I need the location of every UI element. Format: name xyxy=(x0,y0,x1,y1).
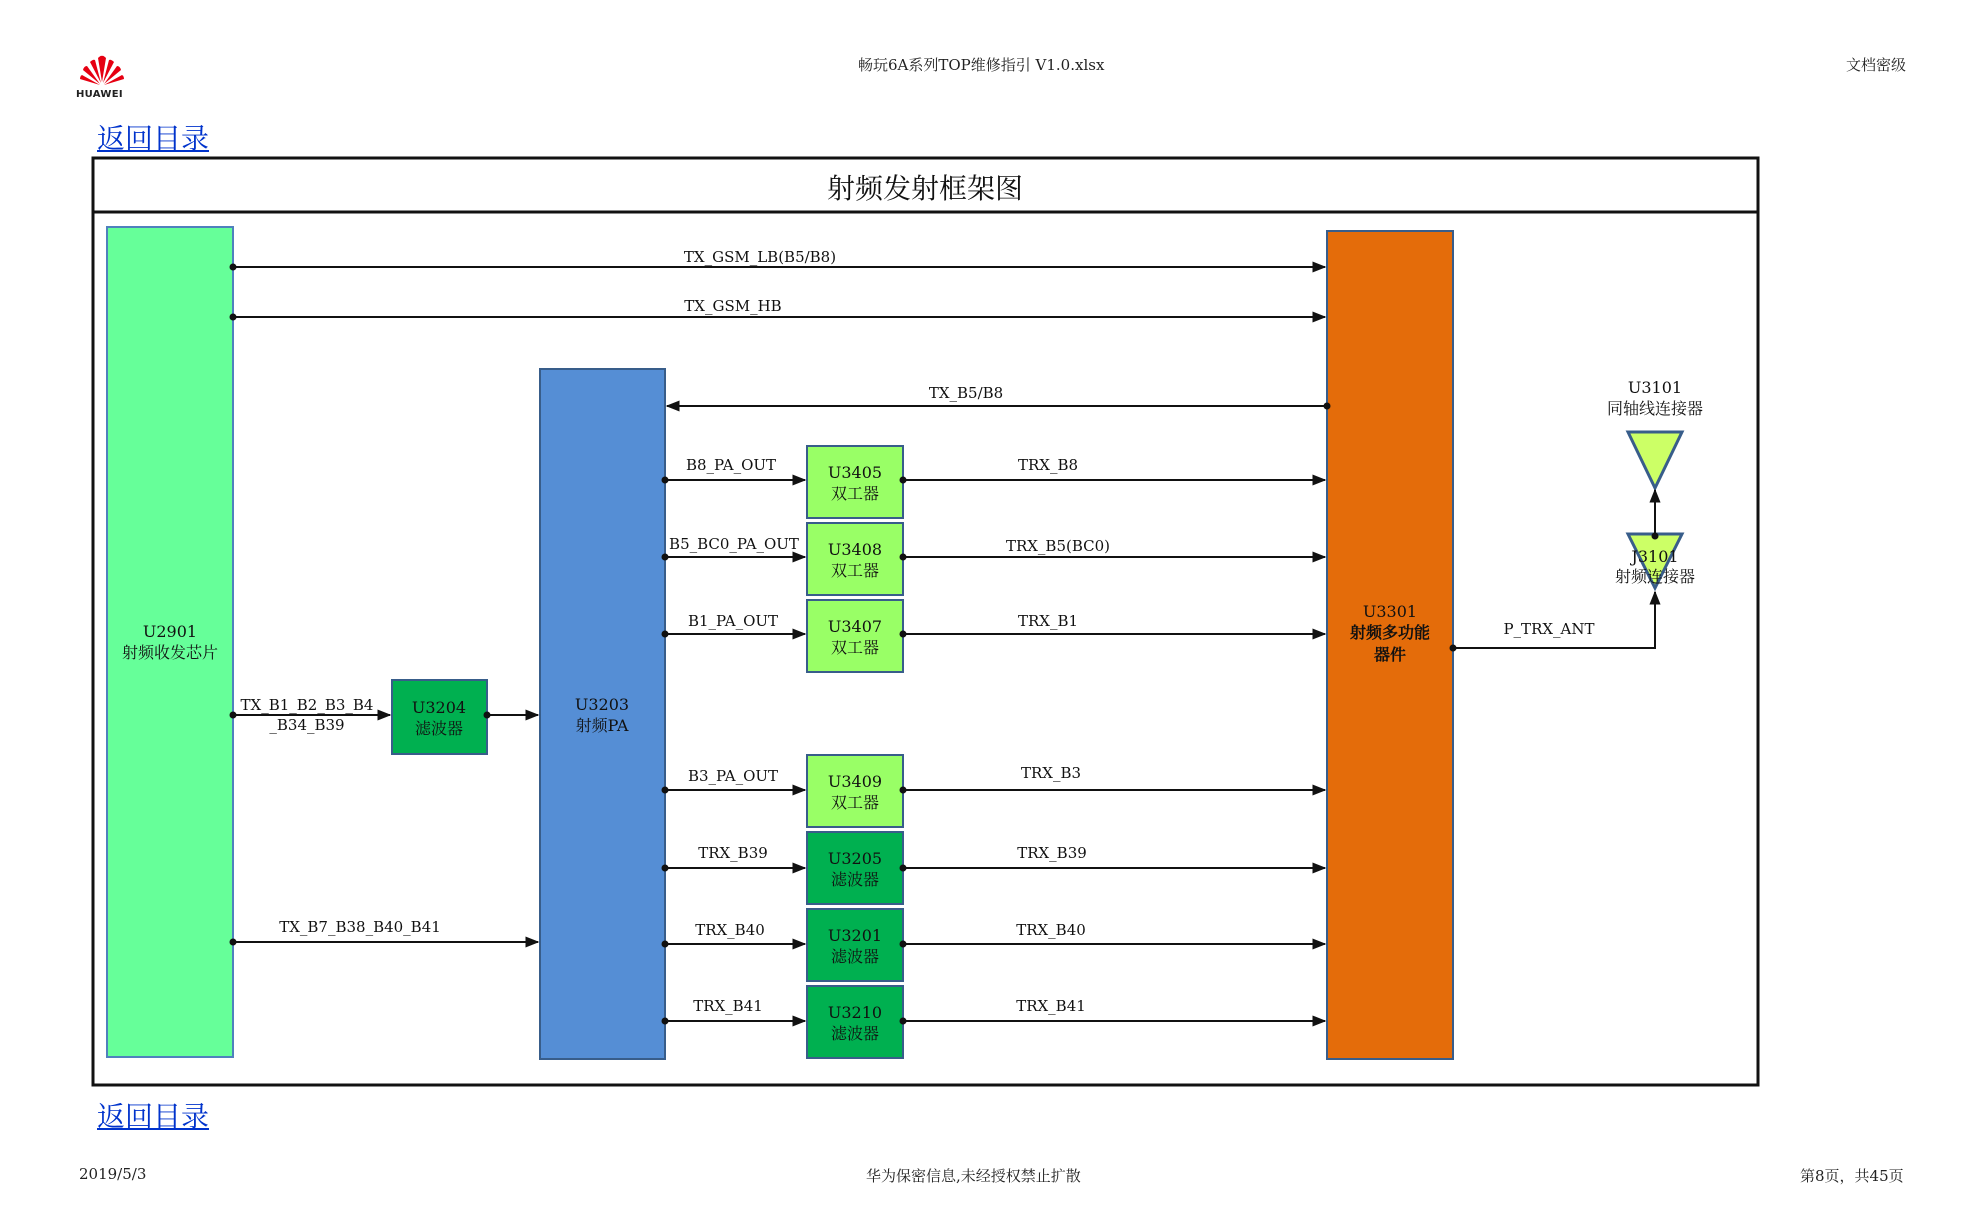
filter-u3204-id: U3204 xyxy=(411,698,467,717)
wire-trx-b3-dot xyxy=(900,787,907,794)
signal-trx-b5: TRX_B5(BC0) xyxy=(1005,537,1111,555)
wire-trx-b5-dot xyxy=(900,554,907,561)
pa-id: U3203 xyxy=(574,695,630,714)
coax-connector-name: 同轴线连接器 xyxy=(1606,399,1704,418)
filter-u3205-name: 滤波器 xyxy=(830,870,880,889)
duplexer-u3405-name: 双工器 xyxy=(830,484,880,503)
signal-tx-b5-b8: TX_B5/B8 xyxy=(928,384,1004,402)
signal-b1-pa-out: B1_PA_OUT xyxy=(687,612,779,630)
duplexer-u3407[interactable] xyxy=(807,600,903,672)
back-to-contents-link-top[interactable]: 返回目录 xyxy=(97,122,210,155)
signal-trx-b1: TRX_B1 xyxy=(1017,612,1079,630)
signal-tx-b1-b2-line2: _B34_B39 xyxy=(269,716,345,734)
wire-pa-out-b8-dot xyxy=(662,477,669,484)
wire-trx-b1-dot xyxy=(900,631,907,638)
signal-b3-pa-out: B3_PA_OUT xyxy=(687,767,779,785)
wire-tx-b5-b8-dot xyxy=(1324,403,1331,410)
wire-trx-b39-dot xyxy=(900,865,907,872)
duplexer-u3408-name: 双工器 xyxy=(830,561,880,580)
duplexer-u3409-id: U3409 xyxy=(827,772,883,791)
signal-p-trx-ant: P_TRX_ANT xyxy=(1503,620,1595,638)
footer-page-number: 第8页，共45页 xyxy=(1800,1167,1904,1185)
brand-wordmark: HUAWEI xyxy=(76,89,123,100)
filter-u3210-id: U3210 xyxy=(827,1003,883,1022)
wire-pa-out-b40-dot xyxy=(662,941,669,948)
wire-tx-b1-b2-dot xyxy=(230,712,237,719)
wire-pa-out-b5-dot xyxy=(662,554,669,561)
signal-trx-b39-in: TRX_B39 xyxy=(698,844,768,862)
signal-tx-gsm-lb: TX_GSM_LB(B5/B8) xyxy=(683,248,837,266)
filter-u3204-name: 滤波器 xyxy=(414,719,464,738)
signal-tx-b1-b2-line1: TX_B1_B2_B3_B4 xyxy=(240,696,374,714)
wire-trx-b40-dot xyxy=(900,941,907,948)
back-to-contents-link-bottom[interactable]: 返回目录 xyxy=(97,1100,210,1133)
diagram-title: 射频发射框架图 xyxy=(826,172,1024,205)
duplexer-u3409-name: 双工器 xyxy=(830,793,880,812)
wire-tx-b7-b38-dot xyxy=(230,939,237,946)
signal-b8-pa-out: B8_PA_OUT xyxy=(685,456,777,474)
filter-u3210[interactable] xyxy=(807,986,903,1058)
wire-pa-out-b1-dot xyxy=(662,631,669,638)
duplexer-u3409[interactable] xyxy=(807,755,903,827)
footer-confidential-notice: 华为保密信息,未经授权禁止扩散 xyxy=(866,1167,1081,1185)
rf-connector-name: 射频连接器 xyxy=(1614,567,1696,586)
coax-connector-id: U3101 xyxy=(1627,378,1683,397)
transceiver-name: 射频收发芯片 xyxy=(121,643,219,662)
duplexer-u3407-name: 双工器 xyxy=(830,638,880,657)
wire-tx-gsm-hb-dot xyxy=(230,314,237,321)
duplexer-u3408[interactable] xyxy=(807,523,903,595)
signal-trx-b8: TRX_B8 xyxy=(1017,456,1079,474)
filter-u3201[interactable] xyxy=(807,909,903,981)
wire-u3204-to-pa-dot xyxy=(484,712,491,719)
classification-label: 文档密级 xyxy=(1846,56,1907,74)
wire-pa-out-b41-dot xyxy=(662,1018,669,1025)
filter-u3201-id: U3201 xyxy=(827,926,883,945)
rf-connector-id: J3101 xyxy=(1631,547,1679,566)
signal-tx-gsm-hb: TX_GSM_HB xyxy=(684,297,782,315)
signal-trx-b41: TRX_B41 xyxy=(1016,997,1086,1015)
signal-trx-b40: TRX_B40 xyxy=(1016,921,1086,939)
duplexer-u3405-id: U3405 xyxy=(827,463,883,482)
duplexer-u3408-id: U3408 xyxy=(827,540,883,559)
filter-u3205-id: U3205 xyxy=(827,849,883,868)
wire-pa-out-b3-dot xyxy=(662,787,669,794)
wire-j3101-to-u3101-dot xyxy=(1652,533,1659,540)
file-title: 畅玩6A系列TOP维修指引 V1.0.xlsx xyxy=(858,56,1105,74)
filter-u3210-name: 滤波器 xyxy=(830,1024,880,1043)
wire-pa-out-b39-dot xyxy=(662,865,669,872)
multifunction-name-2: 器件 xyxy=(1373,645,1407,664)
pa-block[interactable] xyxy=(540,369,665,1059)
pa-name: 射频PA xyxy=(575,716,629,735)
wire-trx-b8-dot xyxy=(900,477,907,484)
multifunction-id: U3301 xyxy=(1362,602,1418,621)
filter-u3204[interactable] xyxy=(392,680,487,754)
footer-date: 2019/5/3 xyxy=(79,1165,147,1183)
signal-trx-b3: TRX_B3 xyxy=(1020,764,1082,782)
multifunction-name-1: 射频多功能 xyxy=(1349,623,1431,642)
wire-trx-b41-dot xyxy=(900,1018,907,1025)
signal-b5-bc0-pa-out: B5_BC0_PA_OUT xyxy=(669,535,799,553)
signal-trx-b41-in: TRX_B41 xyxy=(693,997,763,1015)
transceiver-block[interactable] xyxy=(107,227,233,1057)
signal-trx-b40-in: TRX_B40 xyxy=(695,921,765,939)
transceiver-id: U2901 xyxy=(142,622,198,641)
filter-u3201-name: 滤波器 xyxy=(830,947,880,966)
filter-u3205[interactable] xyxy=(807,832,903,904)
duplexer-u3405[interactable] xyxy=(807,446,903,518)
wire-tx-gsm-lb-dot xyxy=(230,264,237,271)
signal-trx-b39: TRX_B39 xyxy=(1017,844,1087,862)
coax-connector-u3101[interactable] xyxy=(1628,432,1682,488)
signal-tx-b7-b38: TX_B7_B38_B40_B41 xyxy=(279,918,441,936)
duplexer-u3407-id: U3407 xyxy=(827,617,883,636)
wire-p-trx-ant-dot xyxy=(1450,645,1457,652)
